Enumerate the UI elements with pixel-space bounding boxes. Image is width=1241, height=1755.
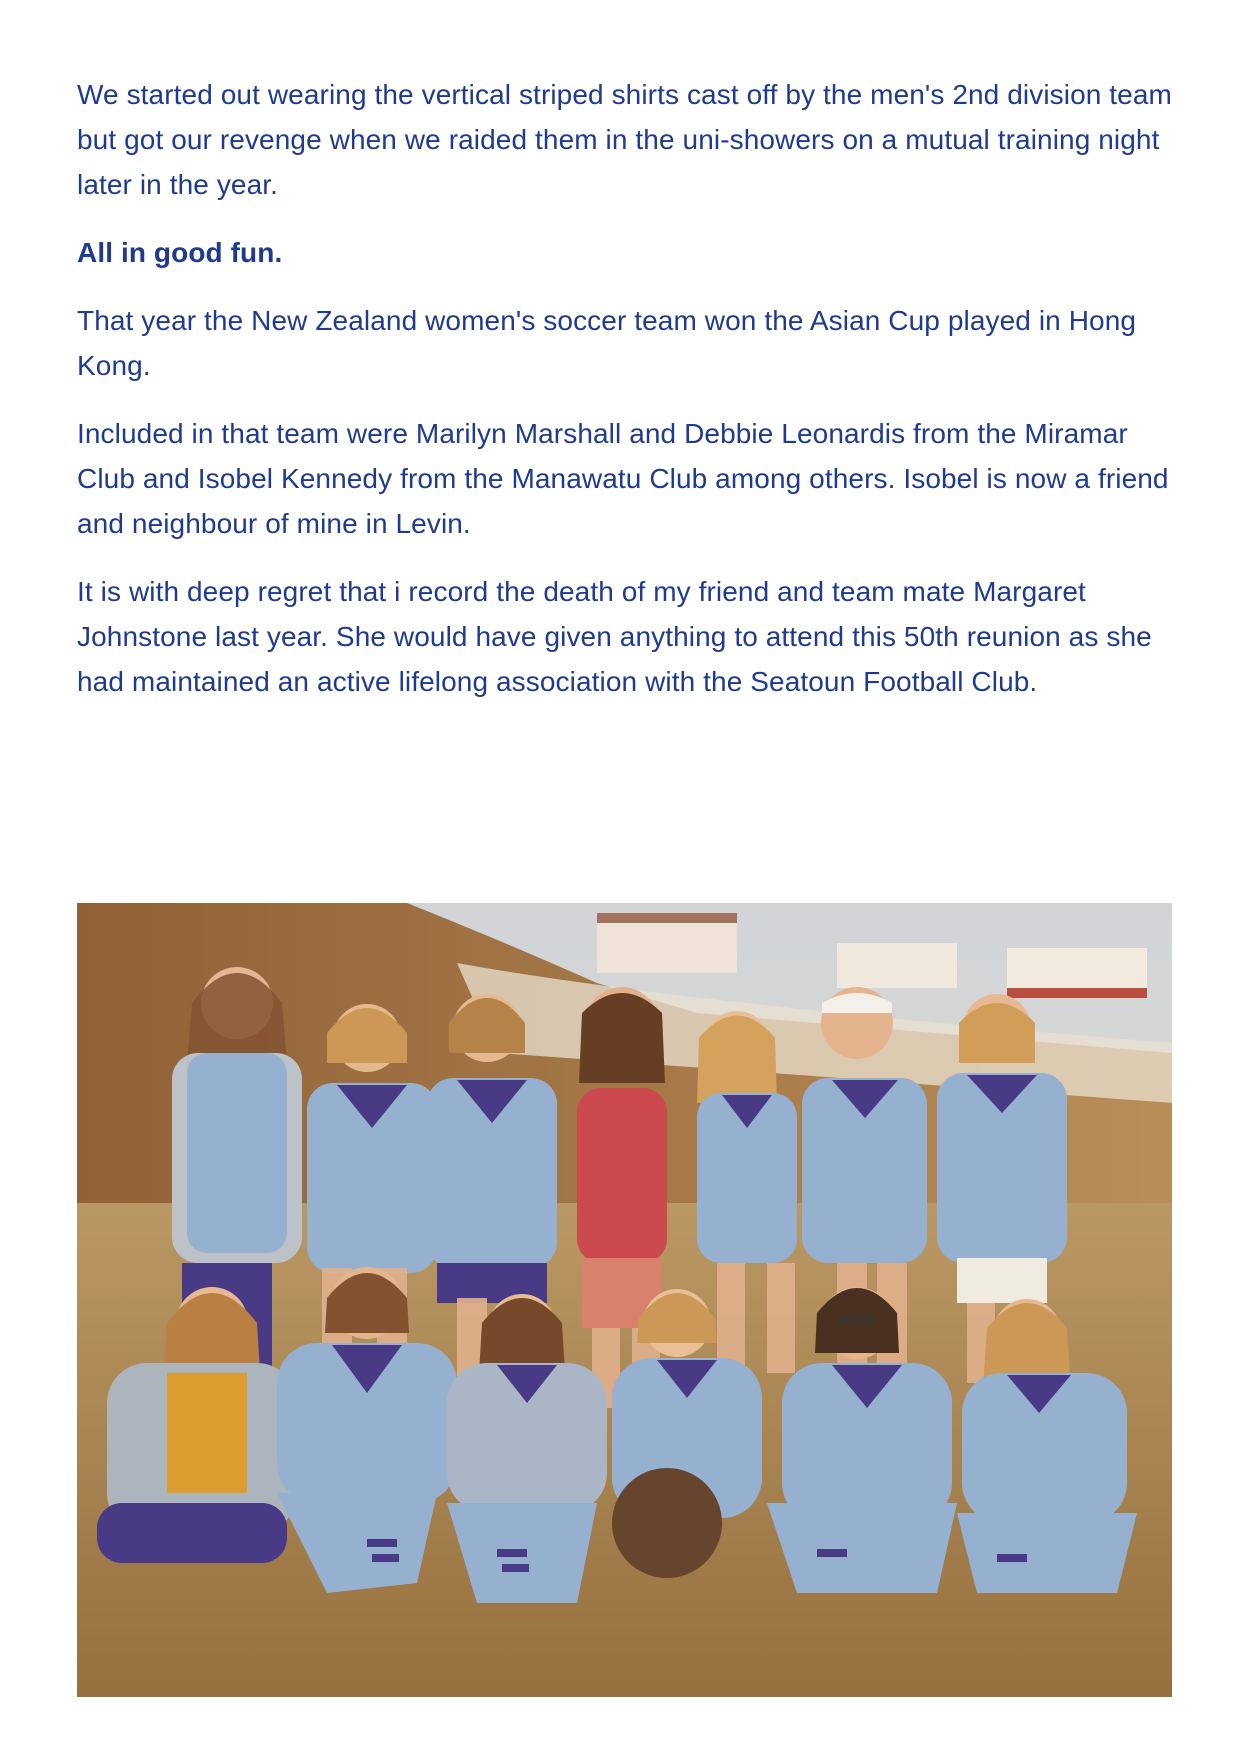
team-photo-image [77, 903, 1172, 1697]
paragraph-striped-shirts: We started out wearing the vertical striped shirts cast off by the men's 2nd division team but got our revenge when we raided them in the uni-showers on a mutual training night later in the year. [77, 79, 1172, 200]
paragraph-good-fun: All in good fun. [77, 237, 283, 268]
paragraph-team-members: Included in that team were Marilyn Marshall and Debbie Leonardis from the Miramar Club and Isobel Kennedy from the Manawatu Club among others. Isobel is now a friend and neighbour of mine in Levin. [77, 418, 1169, 539]
paragraph-in-memoriam: It is with deep regret that i record the death of my friend and team mate Margaret Johnstone last year. She would have given anything to attend this 50th reunion as she had maintained an active lifelong association with the Seatoun Football Club. [77, 576, 1152, 697]
paragraph-asian-cup: That year the New Zealand women's soccer team won the Asian Cup played in Hong Kong. [77, 305, 1137, 381]
article-body [77, 72, 1177, 727]
